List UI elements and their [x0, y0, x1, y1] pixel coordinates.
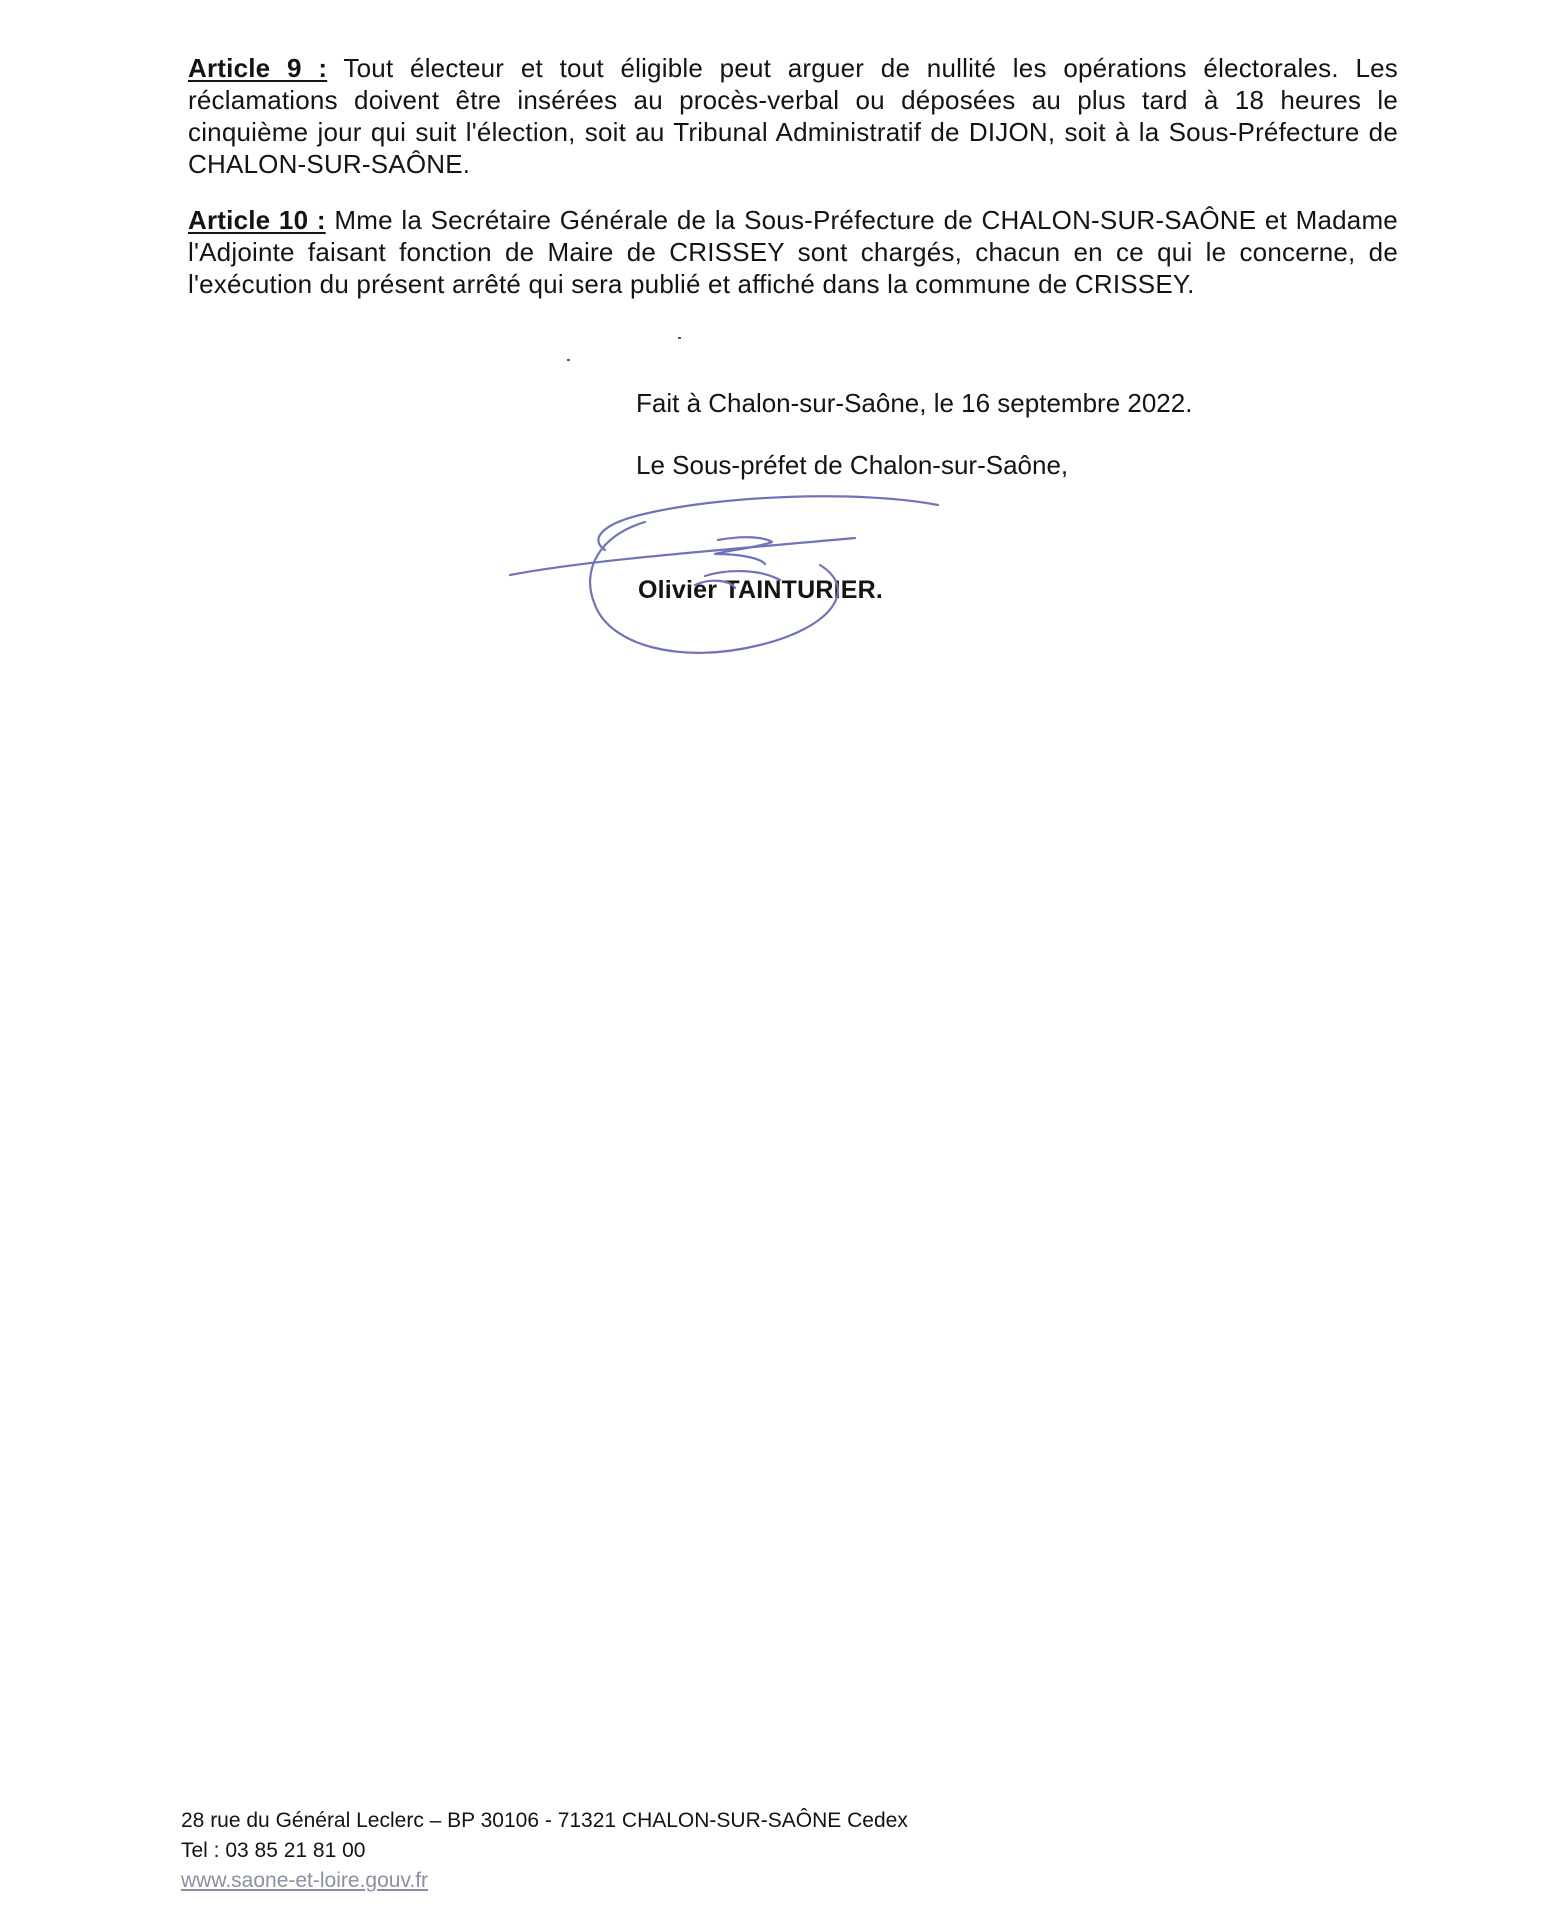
article-9-heading: Article 9 :: [188, 53, 328, 83]
signatory-role: Le Sous-préfet de Chalon-sur-Saône,: [636, 450, 1069, 480]
footer: [181, 1806, 908, 1896]
article-10: [188, 204, 1398, 300]
scan-speck: [567, 359, 570, 361]
article-10-heading: Article 10 :: [188, 205, 326, 235]
footer-phone: Tel : 03 85 21 81 00: [181, 1839, 366, 1862]
footer-website-link[interactable]: www.saone-et-loire.gouv.fr: [181, 1869, 429, 1892]
scan-speck: [678, 337, 681, 339]
article-9: [188, 52, 1398, 180]
footer-address: 28 rue du Général Leclerc – BP 30106 - 71321 CHALON-SUR-SAÔNE Cedex: [181, 1809, 908, 1832]
article-9-text: Tout électeur et tout éligible peut arguer de nullité les opérations électorales. Les réclamations doivent être insérées au procès-verbal ou déposées au plus tard à 18 heures le cinquième jour qui suit l'élection, soit au Tribunal Administratif de DIJON, soit à la Sous-Préfecture de CHALON-SUR-SAÔNE.: [188, 53, 1398, 179]
signatory-name: Olivier TAINTURIER.: [638, 576, 884, 604]
article-10-text: Mme la Secrétaire Générale de la Sous-Préfecture de CHALON-SUR-SAÔNE et Madame l'Adjointe faisant fonction de Maire de CRISSEY sont chargés, chacun en ce qui le concerne, de l'exécution du présent arrêté qui sera publié et affiché dans la commune de CRISSEY.: [188, 205, 1398, 299]
handwritten-signature: [500, 480, 970, 680]
place-and-date: Fait à Chalon-sur-Saône, le 16 septembre 2022.: [636, 388, 1193, 418]
